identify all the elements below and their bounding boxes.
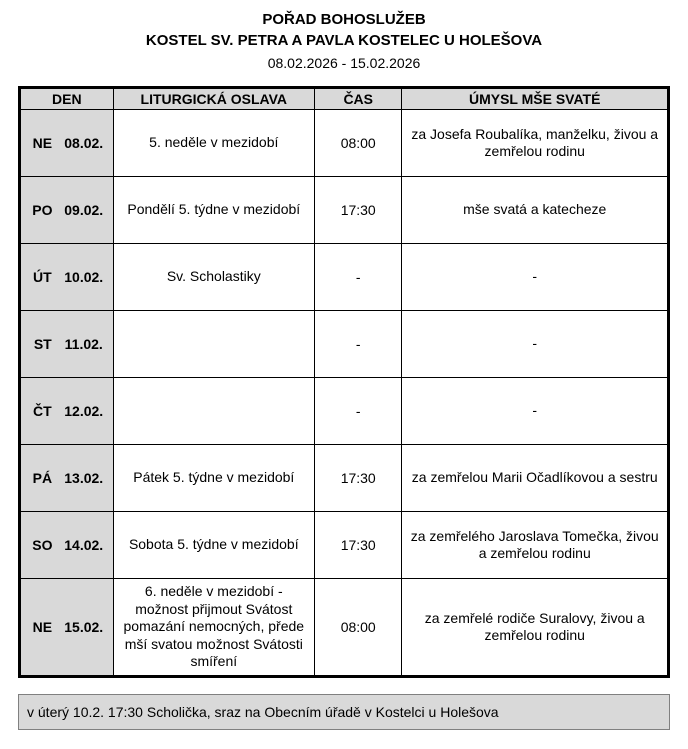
day-date: 13.02. xyxy=(64,470,104,487)
schedule-table xyxy=(18,86,670,678)
celebration-cell xyxy=(113,378,314,445)
table-row xyxy=(20,311,669,378)
day-cell xyxy=(20,244,114,311)
intention-cell: - xyxy=(402,378,669,445)
page-title: POŘAD BOHOSLUŽEB xyxy=(262,11,426,28)
intention-cell: - xyxy=(402,244,669,311)
day-date: 15.02. xyxy=(64,619,104,636)
column-header-liturgicka-oslava: LITURGICKÁ OSLAVA xyxy=(113,88,314,110)
day-date: 14.02. xyxy=(64,537,104,554)
day-date: 11.02. xyxy=(64,336,103,353)
day-abbrev: PÁ xyxy=(32,470,53,487)
time-cell: 17:30 xyxy=(314,445,401,512)
day-date: 12.02. xyxy=(64,403,104,420)
intention-cell: - xyxy=(402,311,669,378)
time-cell: 08:00 xyxy=(314,579,401,677)
day-abbrev: ÚT xyxy=(33,269,52,286)
day-cell xyxy=(20,378,114,445)
table-row xyxy=(20,244,669,311)
time-cell: 17:30 xyxy=(314,512,401,579)
time-cell: - xyxy=(314,378,401,445)
day-abbrev: NE xyxy=(32,619,53,636)
table-row xyxy=(20,177,669,244)
day-cell xyxy=(20,177,114,244)
table-row xyxy=(20,110,669,177)
column-header-den: DEN xyxy=(20,88,114,110)
table-row xyxy=(20,445,669,512)
document-header xyxy=(18,10,670,72)
day-cell xyxy=(20,110,114,177)
day-abbrev: ST xyxy=(33,336,52,353)
time-cell: 17:30 xyxy=(314,177,401,244)
intention-cell: za zemřelé rodiče Suralovy, živou a zemřelou rodinu xyxy=(402,579,669,677)
day-cell xyxy=(20,445,114,512)
celebration-cell: 5. neděle v mezidobí xyxy=(113,110,314,177)
day-date: 09.02. xyxy=(64,202,104,219)
day-date: 10.02. xyxy=(64,269,104,286)
column-header-umysl: ÚMYSL MŠE SVATÉ xyxy=(402,88,669,110)
day-cell xyxy=(20,512,114,579)
day-abbrev: SO xyxy=(32,537,53,554)
time-cell: - xyxy=(314,244,401,311)
celebration-cell: 6. neděle v mezidobí - možnost přijmout Svátost pomazání nemocných, přede mší svatou možnost Svátosti smíření xyxy=(113,579,314,677)
date-range: 08.02.2026 - 15.02.2026 xyxy=(267,55,421,71)
table-row xyxy=(20,378,669,445)
celebration-cell: Pátek 5. týdne v mezidobí xyxy=(113,445,314,512)
celebration-cell xyxy=(113,311,314,378)
church-name: KOSTEL SV. PETRA A PAVLA KOSTELEC U HOLEŠOVA xyxy=(145,31,543,49)
celebration-cell: Sv. Scholastiky xyxy=(113,244,314,311)
celebration-cell: Sobota 5. týdne v mezidobí xyxy=(113,512,314,579)
day-abbrev: ČT xyxy=(33,403,52,420)
day-date: 08.02. xyxy=(64,135,104,152)
table-header-row xyxy=(20,88,669,110)
intention-cell: za zemřelou Marii Očadlíkovou a sestru xyxy=(402,445,669,512)
day-cell xyxy=(20,579,114,677)
time-cell: 08:00 xyxy=(314,110,401,177)
celebration-cell: Pondělí 5. týdne v mezidobí xyxy=(113,177,314,244)
column-header-cas: ČAS xyxy=(314,88,401,110)
footer-note: v úterý 10.2. 17:30 Scholička, sraz na Obecním úřadě v Kostelci u Holešova xyxy=(18,694,670,730)
day-abbrev: PO xyxy=(32,202,53,219)
intention-cell: za zemřelého Jaroslava Tomečka, živou a zemřelou rodinu xyxy=(402,512,669,579)
intention-cell: za Josefa Roubalíka, manželku, živou a zemřelou rodinu xyxy=(402,110,669,177)
intention-cell: mše svatá a katecheze xyxy=(402,177,669,244)
table-row xyxy=(20,512,669,579)
table-row xyxy=(20,579,669,677)
time-cell: - xyxy=(314,311,401,378)
day-cell xyxy=(20,311,114,378)
day-abbrev: NE xyxy=(32,135,53,152)
